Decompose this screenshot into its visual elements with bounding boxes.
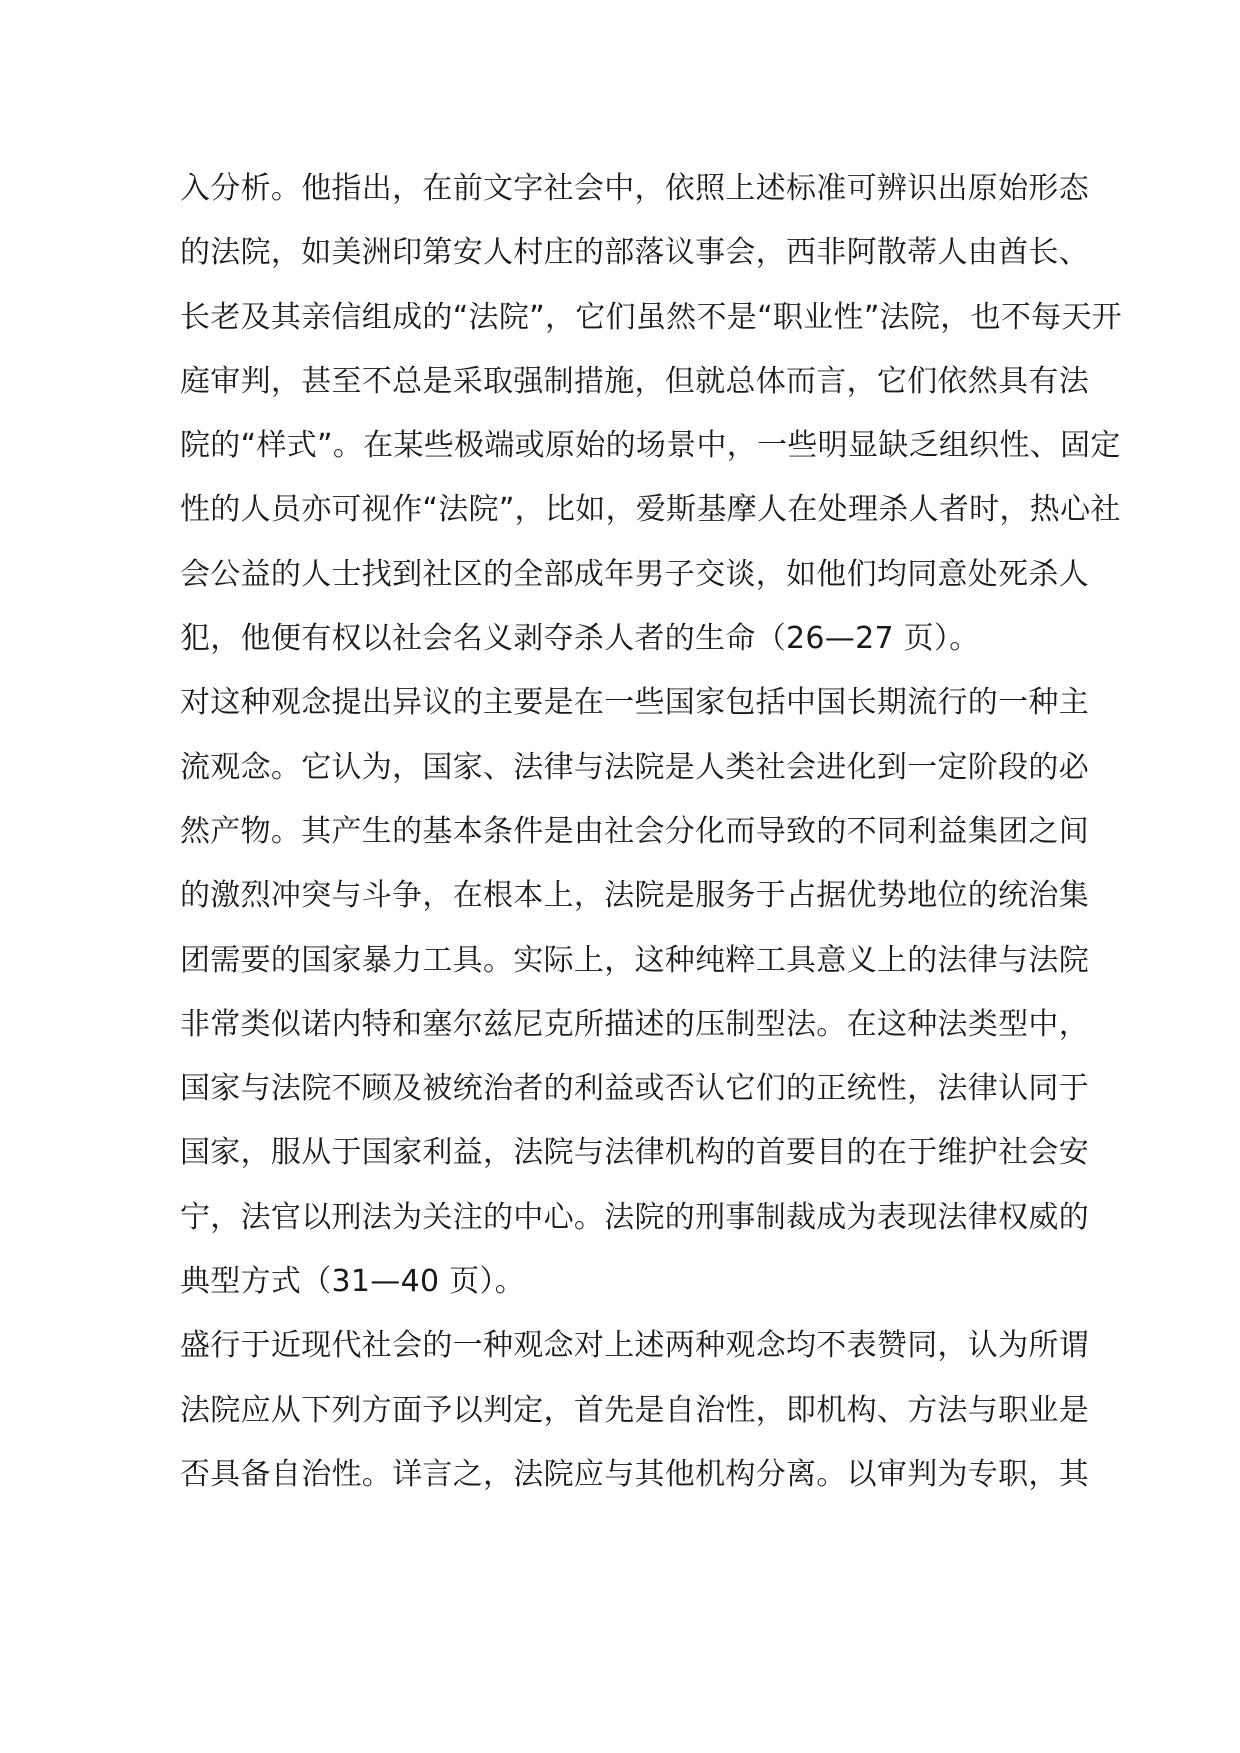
text-line: 性的人员亦可视作“法院”，比如，爱斯基摩人在处理杀人者时，热心社 xyxy=(180,492,1121,528)
text-line: 法院应从下列方面予以判定，首先是自治性，即机构、方法与职业是 xyxy=(180,1392,1089,1428)
text-line: 团需要的国家暴力工具。实际上，这种纯粹工具意义上的法律与法院 xyxy=(180,942,1089,978)
text-line: 流观念。它认为，国家、法律与法院是人类社会进化到一定阶段的必 xyxy=(180,749,1089,785)
text-line: 院的“样式”。在某些极端或原始的场景中，一些明显缺乏组织性、固定 xyxy=(180,428,1121,464)
text-line: 国家与法院不顾及被统治者的利益或否认它们的正统性，法律认同于 xyxy=(180,1071,1089,1107)
paragraph-end-line: 犯，他便有权以社会名义剥夺杀人者的生命（26—27 页）。 xyxy=(180,621,980,657)
text-line: 盛行于近现代社会的一种观念对上述两种观念均不表赞同，认为所谓 xyxy=(180,1328,1089,1364)
text-line: 入分析。他指出，在前文字社会中，依照上述标准可辨识出原始形态 xyxy=(180,171,1089,206)
text-line: 长老及其亲信组成的“法院”，它们虽然不是“职业性”法院，也不每天开 xyxy=(180,299,1123,335)
text-line: 国家，服从于国家利益，法院与法律机构的首要目的在于维护社会安 xyxy=(180,1135,1089,1171)
text-line: 非常类似诺内特和塞尔兹尼克所描述的压制型法。在这种法类型中， xyxy=(180,1006,1089,1042)
text-line: 会公益的人士找到社区的全部成年男子交谈，如他们均同意处死杀人 xyxy=(180,556,1089,592)
text-line: 否具备自治性。详言之，法院应与其他机构分离。以审判为专职，其 xyxy=(180,1456,1089,1492)
text-line: 对这种观念提出异议的主要是在一些国家包括中国长期流行的一种主 xyxy=(180,685,1089,721)
body-text xyxy=(180,157,1123,1507)
text-line: 的法院，如美洲印第安人村庄的部落议事会，西非阿散蒂人由酋长、 xyxy=(180,235,1089,271)
text-line: 的激烈冲突与斗争，在根本上，法院是服务于占据优势地位的统治集 xyxy=(180,878,1089,914)
text-line: 宁，法官以刑法为关注的中心。法院的刑事制裁成为表现法律权威的 xyxy=(180,1199,1089,1235)
paragraph-end-line: 典型方式（31—40 页）。 xyxy=(180,1264,526,1300)
text-line: 庭审判，甚至不总是采取强制措施，但就总体而言，它们依然具有法 xyxy=(180,363,1089,399)
text-line: 然产物。其产生的基本条件是由社会分化而导致的不同利益集团之间 xyxy=(180,813,1089,849)
